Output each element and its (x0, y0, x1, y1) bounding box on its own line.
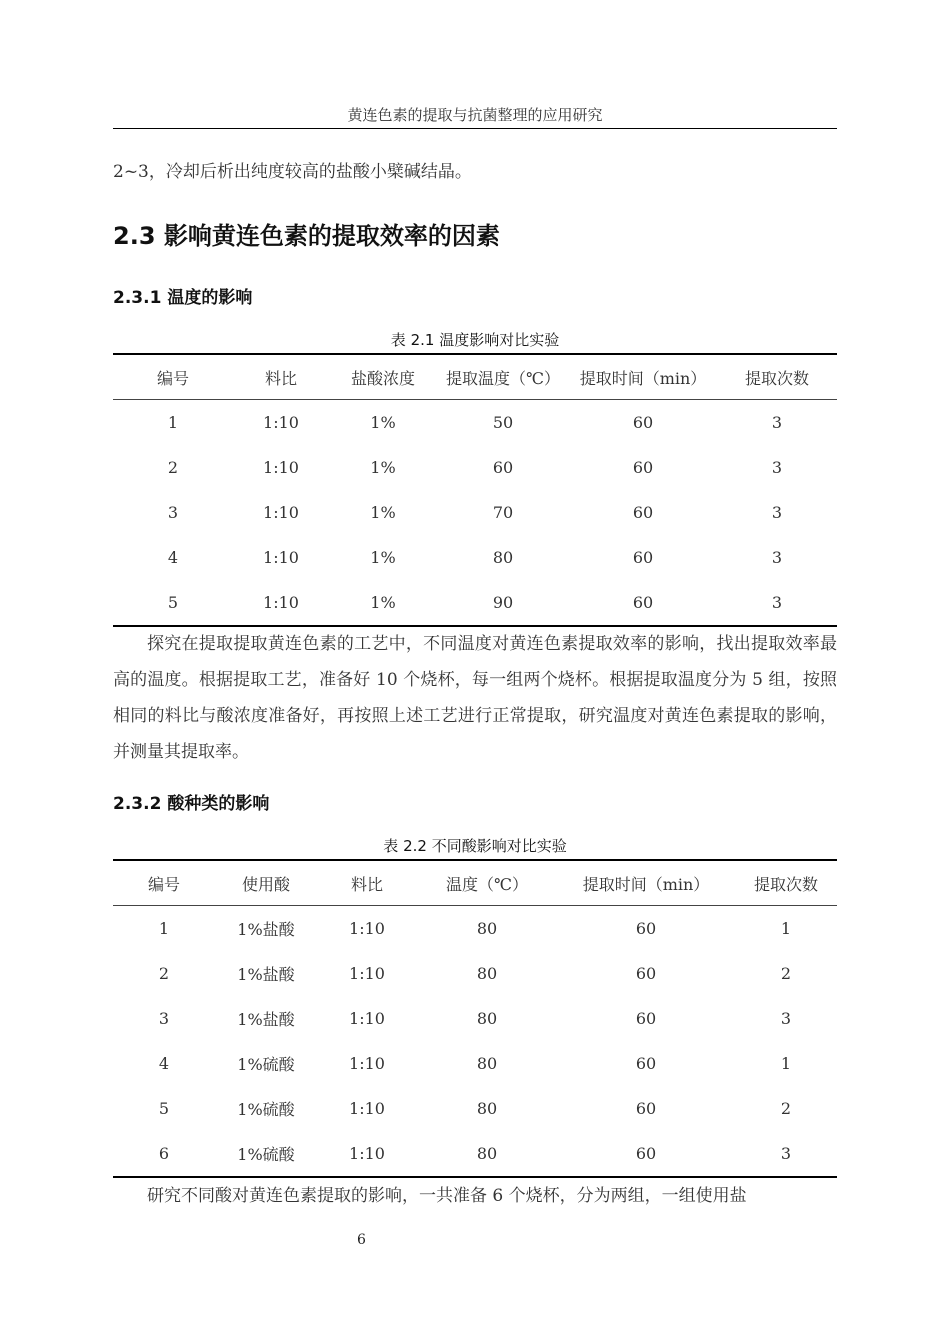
table-cell: 3 (780, 1009, 792, 1028)
table-cell: 60 (635, 1099, 657, 1118)
table-cell: 1:10 (263, 413, 299, 432)
column-header: 提取时间（min） (557, 860, 735, 906)
table-cell: 80 (476, 919, 498, 938)
table-row (113, 535, 837, 580)
table-cell: 60 (635, 1009, 657, 1028)
table-cell: 60 (632, 458, 654, 477)
table-row (113, 490, 837, 535)
page-header-title: 黄连色素的提取与抗菌整理的应用研究 (347, 106, 603, 124)
acid-type-table (113, 859, 837, 1178)
column-header: 提取时间（min） (569, 354, 717, 400)
table-cell: 1:10 (263, 503, 299, 522)
table-cell: 3 (167, 503, 179, 522)
table-cell: 5 (158, 1099, 170, 1118)
table-cell: 60 (569, 580, 717, 626)
table-cell: 1%硫酸 (237, 1055, 295, 1074)
subsection-heading-temperature: 2.3.1 温度的影响 (113, 288, 253, 308)
table-cell: 70 (492, 503, 514, 522)
table-row (113, 1041, 837, 1086)
temperature-table (113, 353, 837, 627)
table-cell: 80 (476, 964, 498, 983)
table-cell: 2 (780, 964, 792, 983)
table-header-row (113, 354, 837, 400)
temperature-paragraph: 探究在提取提取黄连色素的工艺中，不同温度对黄连色素提取效率的影响，找出提取效率最高的温度。根据提取工艺，准备好 10 个烧杯，每一组两个烧杯。根据提取温度分为 5 组，按照相同的料比与酸浓度准备好，再按照上述工艺进行正常提取，研究温度对黄连色素提取的影响，并测量其提取率。 (113, 634, 837, 762)
table-cell: 3 (717, 580, 837, 626)
table-cell: 1%盐酸 (237, 1010, 295, 1029)
table-caption-2-2: 表 2.2 不同酸影响对比实验 (383, 837, 567, 855)
table-row (113, 445, 837, 490)
header-divider (113, 128, 837, 129)
table-cell: 60 (557, 1131, 735, 1177)
table-cell: 1:10 (317, 1131, 417, 1177)
page-number: 6 (357, 1232, 366, 1248)
column-header: 料比 (317, 860, 417, 906)
table-cell: 1% (370, 413, 396, 432)
table-cell: 2 (158, 964, 170, 983)
table-cell: 1 (158, 919, 170, 938)
table-cell: 1 (780, 1054, 792, 1073)
column-header: 提取温度（℃） (437, 354, 569, 400)
table-cell: 1% (370, 458, 396, 477)
table-cell: 4 (158, 1054, 170, 1073)
table-cell: 1:10 (263, 458, 299, 477)
table-cell: 60 (635, 1054, 657, 1073)
table-cell: 1% (329, 580, 437, 626)
table-cell: 1:10 (349, 964, 385, 983)
table-cell: 1 (780, 919, 792, 938)
table-cell: 3 (771, 548, 783, 567)
subsection-heading-acid-type: 2.3.2 酸种类的影响 (113, 794, 270, 814)
column-header: 提取次数 (717, 354, 837, 400)
table-cell: 1:10 (349, 1099, 385, 1118)
table-cell: 90 (437, 580, 569, 626)
table-cell: 1%硫酸 (215, 1131, 317, 1177)
table-row (113, 996, 837, 1041)
table-cell: 80 (492, 548, 514, 567)
table-cell: 3 (735, 1131, 837, 1177)
table-row (113, 400, 837, 446)
table-cell: 60 (635, 919, 657, 938)
table-cell: 1:10 (349, 1009, 385, 1028)
table-cell: 1%盐酸 (237, 965, 295, 984)
section-heading: 2.3 影响黄连色素的提取效率的因素 (113, 222, 500, 250)
table-cell: 3 (771, 458, 783, 477)
table-cell: 1% (370, 548, 396, 567)
table-cell: 1:10 (349, 919, 385, 938)
table-cell: 3 (771, 413, 783, 432)
column-header: 提取次数 (735, 860, 837, 906)
column-header: 编号 (113, 860, 215, 906)
table-cell: 60 (632, 503, 654, 522)
table-row (113, 906, 837, 952)
table-cell: 6 (113, 1131, 215, 1177)
table-cell: 1%盐酸 (237, 920, 295, 939)
table-cell: 1:10 (349, 1054, 385, 1073)
intro-paragraph: 2~3，冷却后析出纯度较高的盐酸小檗碱结晶。 (113, 162, 472, 182)
column-header: 温度（℃） (417, 860, 557, 906)
table-cell: 80 (476, 1054, 498, 1073)
column-header: 使用酸 (215, 860, 317, 906)
table-cell: 3 (158, 1009, 170, 1028)
column-header: 盐酸浓度 (329, 354, 437, 400)
table-cell: 80 (417, 1131, 557, 1177)
table-cell: 2 (167, 458, 179, 477)
table-cell: 80 (476, 1009, 498, 1028)
table-cell: 4 (167, 548, 179, 567)
table-cell: 1%硫酸 (237, 1100, 295, 1119)
table-row (113, 1086, 837, 1131)
column-header: 编号 (113, 354, 233, 400)
column-header: 料比 (233, 354, 329, 400)
table-caption-2-1: 表 2.1 温度影响对比实验 (390, 331, 560, 349)
table-cell: 60 (635, 964, 657, 983)
table-header-row (113, 860, 837, 906)
table-cell: 60 (632, 548, 654, 567)
table-cell: 60 (632, 413, 654, 432)
table-cell: 80 (476, 1099, 498, 1118)
acid-type-paragraph: 研究不同酸对黄连色素提取的影响，一共准备 6 个烧杯，分为两组，一组使用盐 (147, 1186, 747, 1206)
table-row (113, 951, 837, 996)
table-row (113, 1131, 837, 1177)
table-cell: 1:10 (263, 548, 299, 567)
table-cell: 50 (492, 413, 514, 432)
table-row (113, 580, 837, 626)
table-cell: 1:10 (233, 580, 329, 626)
table-cell: 1 (167, 413, 179, 432)
table-cell: 60 (492, 458, 514, 477)
table-cell: 5 (113, 580, 233, 626)
table-cell: 2 (780, 1099, 792, 1118)
table-cell: 1% (370, 503, 396, 522)
table-cell: 3 (771, 503, 783, 522)
